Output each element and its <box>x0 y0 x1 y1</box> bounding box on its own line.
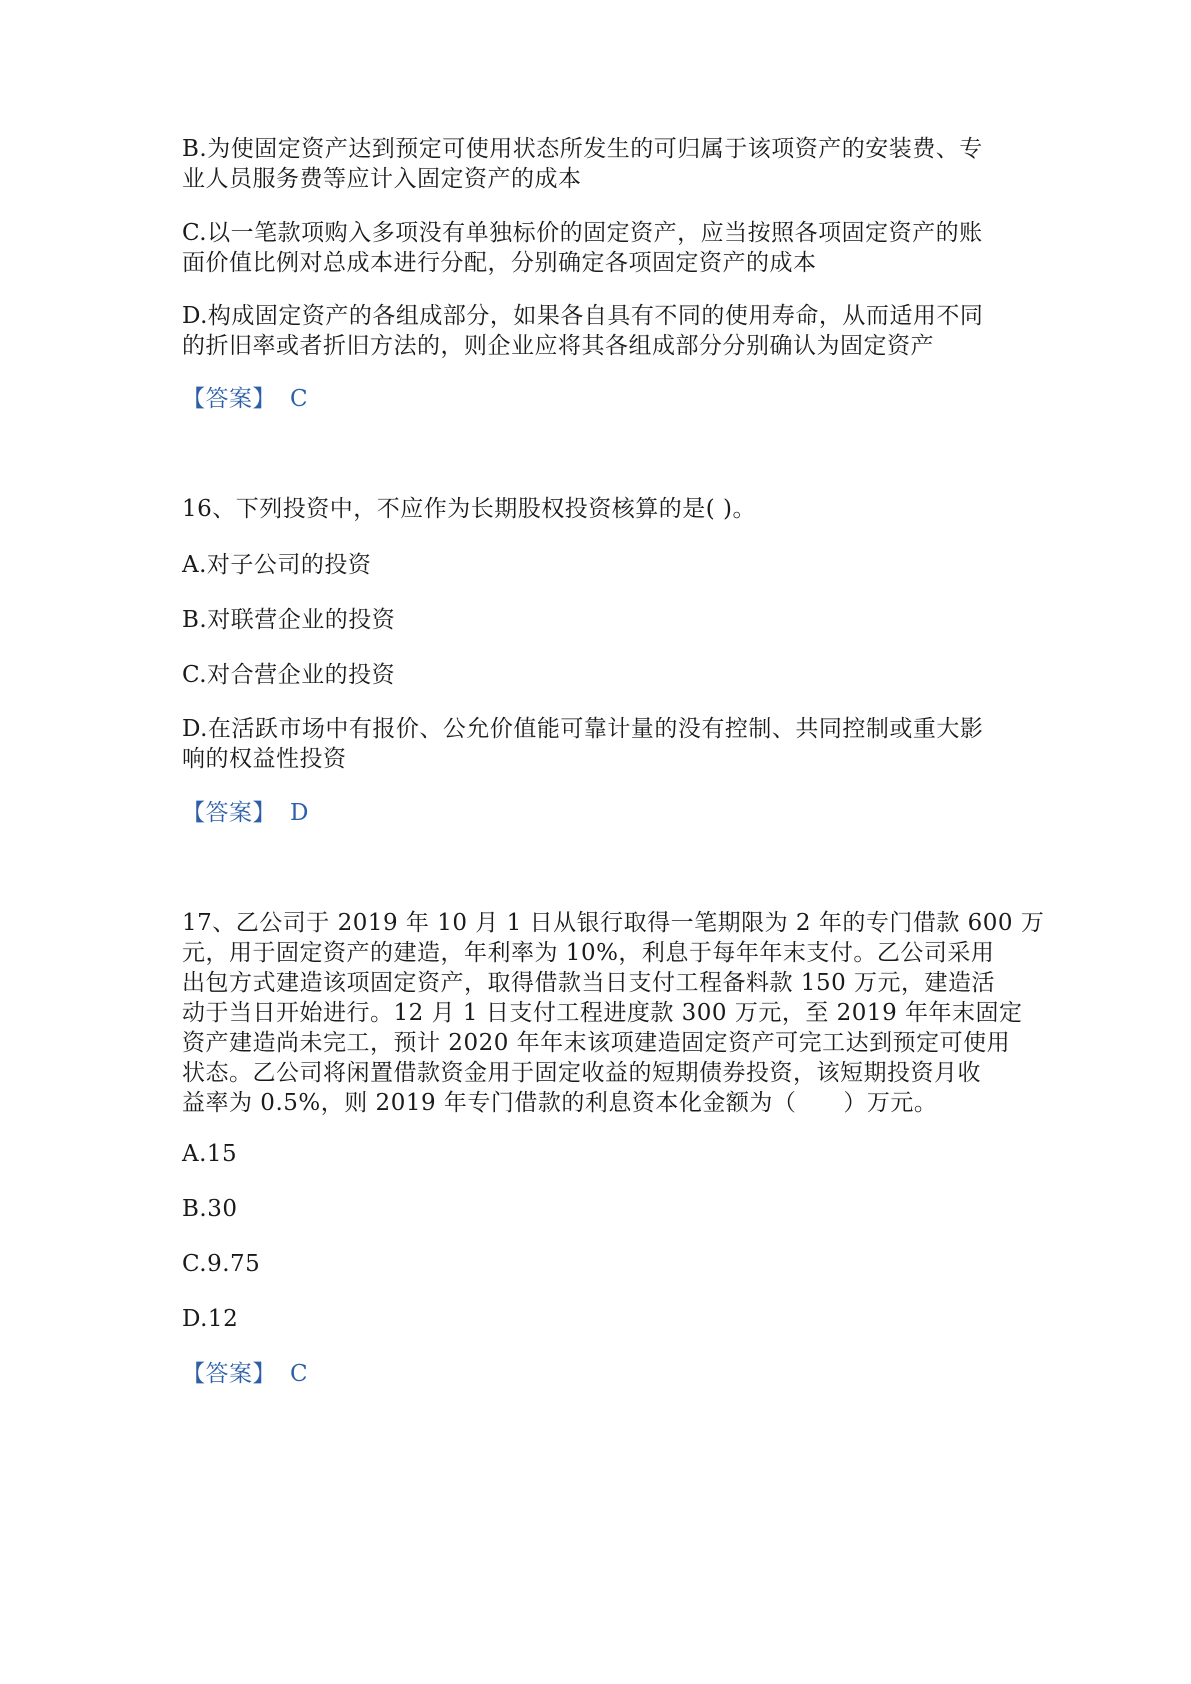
q16-option-d-line-1: D.在活跃市场中有报价、公允价值能可靠计量的没有控制、共同控制或重大影 <box>182 716 984 742</box>
q16-answer-value: D <box>290 800 309 826</box>
q15-option-c-line-1: C.以一笔款项购入多项没有单独标价的固定资产，应当按照各项固定资产的账 <box>182 220 983 246</box>
q16-answer-line <box>182 798 309 829</box>
q17-stem-line-4: 动于当日开始进行。12 月 1 日支付工程进度款 300 万元，至 2019 年年末固定 <box>182 1000 1023 1026</box>
q17-option-b: B.30 <box>182 1196 238 1222</box>
q17-stem-line-7: 益率为 0.5%，则 2019 年专门借款的利息资本化金额为（ ）万元。 <box>182 1090 938 1116</box>
q16-option-b: B.对联营企业的投资 <box>182 607 396 633</box>
q17-stem-line-6: 状态。乙公司将闲置借款资金用于固定收益的短期债券投资，该短期投资月收 <box>182 1060 981 1086</box>
q16-option-c: C.对合营企业的投资 <box>182 662 396 688</box>
q15-answer-label: 【答案】 <box>182 386 276 412</box>
q17-answer-value: C <box>290 1361 309 1387</box>
q15-option-d-line-1: D.构成固定资产的各组成部分，如果各自具有不同的使用寿命，从而适用不同 <box>182 303 984 329</box>
q16-option-d-line-2: 响的权益性投资 <box>182 746 347 772</box>
q17-answer-line <box>182 1359 308 1390</box>
q15-option-b-line-1: B.为使固定资产达到预定可使用状态所发生的可归属于该项资产的安装费、专 <box>182 136 983 162</box>
q16-option-a: A.对子公司的投资 <box>182 552 372 578</box>
q15-option-b-line-2: 业人员服务费等应计入固定资产的成本 <box>182 166 582 192</box>
q15-option-d-line-2: 的折旧率或者折旧方法的，则企业应将其各组成部分分别确认为固定资产 <box>182 333 934 359</box>
q17-stem-line-1: 17、乙公司于 2019 年 10 月 1 日从银行取得一笔期限为 2 年的专门借款 600 万 <box>182 910 1045 936</box>
q15-option-c-line-2: 面价值比例对总成本进行分配，分别确定各项固定资产的成本 <box>182 250 817 276</box>
q16-answer-label: 【答案】 <box>182 800 276 826</box>
q17-option-d: D.12 <box>182 1306 239 1332</box>
q15-answer-value: C <box>290 386 309 412</box>
q16-stem: 16、下列投资中，不应作为长期股权投资核算的是( )。 <box>182 496 757 522</box>
q17-option-a: A.15 <box>182 1141 238 1167</box>
q17-stem-line-3: 出包方式建造该项固定资产，取得借款当日支付工程备料款 150 万元，建造活 <box>182 970 996 996</box>
q17-stem-line-5: 资产建造尚未完工，预计 2020 年年末该项建造固定资产可完工达到预定可使用 <box>182 1030 1011 1056</box>
q15-answer-line <box>182 384 308 415</box>
q17-stem-line-2: 元，用于固定资产的建造，年利率为 10%，利息于每年年末支付。乙公司采用 <box>182 940 995 966</box>
q17-option-c: C.9.75 <box>182 1251 261 1277</box>
q17-answer-label: 【答案】 <box>182 1361 276 1387</box>
